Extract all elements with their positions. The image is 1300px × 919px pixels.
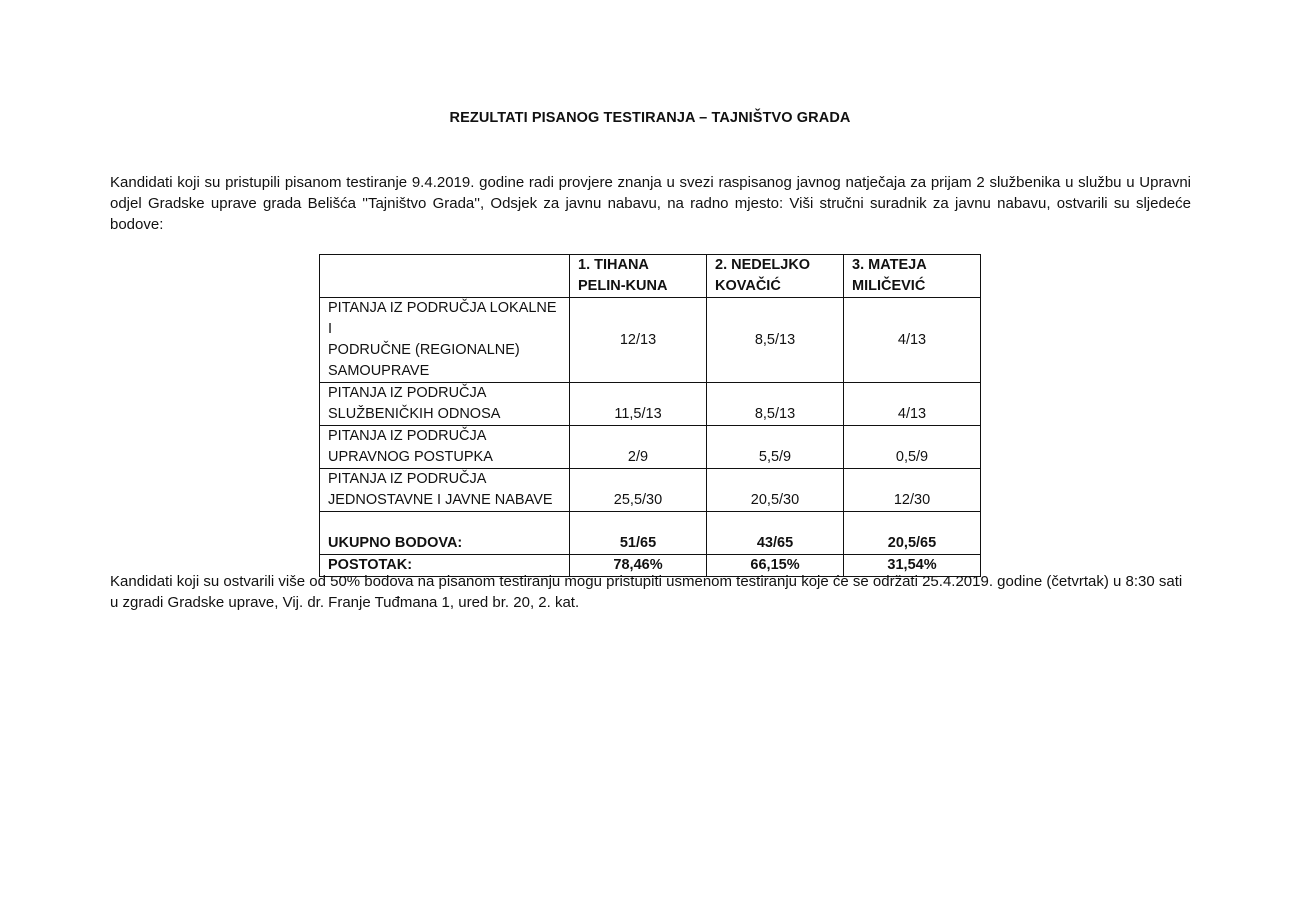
row-label-line: SLUŽBENIČKIH ODNOSA [328,406,501,422]
row-label [320,298,570,383]
row-label-line: PITANJA IZ PODRUČJA [328,428,487,444]
total-score-cell: 20,5/65 [844,512,981,555]
table-header-row [320,255,981,298]
percent-cell: 31,54% [844,555,981,577]
score-cell: 4/13 [844,383,981,426]
row-label-line: SAMOUPRAVE [328,363,430,379]
candidate-3-line2: MILIČEVIĆ [852,278,926,294]
percent-cell: 66,15% [707,555,844,577]
total-label: UKUPNO BODOVA: [320,512,570,555]
header-empty-cell [320,255,570,298]
candidate-1-line2: PELIN-KUNA [578,278,668,294]
score-cell: 25,5/30 [570,469,707,512]
total-row [320,512,981,555]
candidate-2-line1: 2. NEDELJKO [715,257,811,273]
score-cell: 8,5/13 [707,298,844,383]
percent-label: POSTOTAK: [320,555,570,577]
percent-cell: 78,46% [570,555,707,577]
table-row [320,469,981,512]
table-row [320,426,981,469]
candidate-1-line1: 1. TIHANA [578,257,649,273]
total-score-cell: 51/65 [570,512,707,555]
candidate-2-line2: KOVAČIĆ [715,278,781,294]
results-table [319,254,981,577]
score-cell: 0,5/9 [844,426,981,469]
row-label-line: UPRAVNOG POSTUPKA [328,449,493,465]
score-cell: 5,5/9 [707,426,844,469]
row-label-line: PODRUČNE (REGIONALNE) [328,342,520,358]
row-label-line: JEDNOSTAVNE I JAVNE NABAVE [328,492,553,508]
document-title: REZULTATI PISANOG TESTIRANJA – TAJNIŠTVO GRADA [449,110,851,126]
score-cell: 2/9 [570,426,707,469]
candidate-header-3 [844,255,981,298]
candidate-header-2 [707,255,844,298]
candidate-header-1 [570,255,707,298]
score-cell: 4/13 [844,298,981,383]
total-score-cell: 43/65 [707,512,844,555]
score-cell: 8,5/13 [707,383,844,426]
row-label [320,469,570,512]
table-row [320,298,981,383]
row-label [320,426,570,469]
row-label-line: PITANJA IZ PODRUČJA LOKALNE I [328,300,557,337]
intro-paragraph: Kandidati koji su pristupili pisanom testiranje 9.4.2019. godine radi provjere znanja u svezi raspisanog javnog natječaja za prijam 2 službenika u službu u Upravni odjel Gradske uprave grada Belišća ''Tajništvo Grada'', Odsjek za javnu nabavu, na radno mjesto: Viši stručni suradnik za javnu nabavu, ostvarili su sljedeće bodove: [110,174,1191,233]
outro-paragraph: Kandidati koji su ostvarili više od 50% bodova na pisanom testiranju mogu pristupiti usmenom testiranju koje će se održati 25.4.2019. godine (četvrtak) u 8:30 sati u zgradi Gradske uprave, Vij. dr. Franje Tuđmana 1, ured br. 20, 2. kat. [110,573,1183,611]
score-cell: 11,5/13 [570,383,707,426]
row-label [320,383,570,426]
row-label-line: PITANJA IZ PODRUČJA [328,471,487,487]
score-cell: 12/30 [844,469,981,512]
score-cell: 12/13 [570,298,707,383]
candidate-3-line1: 3. MATEJA [852,257,927,273]
row-label-line: PITANJA IZ PODRUČJA [328,385,487,401]
score-cell: 20,5/30 [707,469,844,512]
table-row [320,383,981,426]
